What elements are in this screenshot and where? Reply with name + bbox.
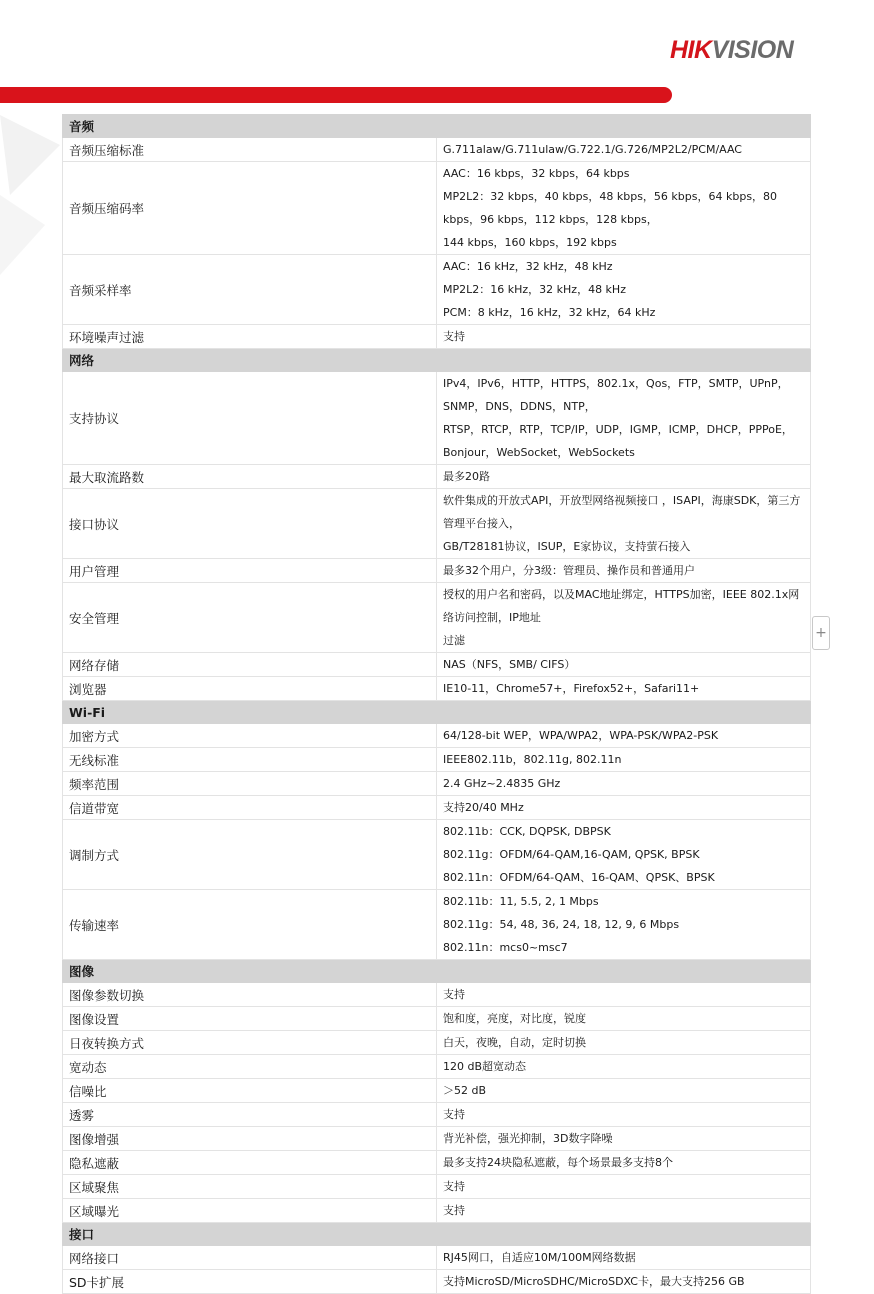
spec-label: 最大取流路数 bbox=[63, 465, 437, 489]
spec-value bbox=[437, 465, 811, 489]
spec-value-line: 白天，夜晚，自动，定时切换 bbox=[443, 1036, 586, 1049]
spec-value bbox=[437, 772, 811, 796]
spec-value bbox=[437, 489, 811, 559]
spec-value-line: AAC：16 kHz，32 kHz，48 kHz bbox=[443, 260, 613, 273]
spec-value-line: 802.11n：mcs0~msc7 bbox=[443, 941, 568, 954]
spec-value-line: RJ45网口，自适应10M/100M网络数据 bbox=[443, 1251, 636, 1264]
spec-value bbox=[437, 372, 811, 465]
spec-row bbox=[63, 1079, 811, 1103]
spec-value-line: 802.11b：11, 5.5, 2, 1 Mbps bbox=[443, 895, 599, 908]
spec-value-line: 软件集成的开放式API，开放型网络视频接口 ，ISAPI，海康SDK，第三方管理平台接入， bbox=[443, 494, 801, 530]
spec-row bbox=[63, 1055, 811, 1079]
spec-value bbox=[437, 138, 811, 162]
spec-value bbox=[437, 162, 811, 255]
spec-value-line: 授权的用户名和密码，以及MAC地址绑定，HTTPS加密，IEEE 802.1x网络访问控制，IP地址 bbox=[443, 588, 800, 624]
spec-value-line: 背光补偿，强光抑制，3D数字降噪 bbox=[443, 1132, 613, 1145]
spec-label: 网络存储 bbox=[63, 653, 437, 677]
spec-value-line: IE10-11，Chrome57+，Firefox52+，Safari11+ bbox=[443, 682, 700, 695]
spec-row bbox=[63, 983, 811, 1007]
spec-label: 日夜转换方式 bbox=[63, 1031, 437, 1055]
spec-row bbox=[63, 724, 811, 748]
spec-label: 图像增强 bbox=[63, 1127, 437, 1151]
spec-value-line: GB/T28181协议，ISUP，E家协议，支持萤石接入 bbox=[443, 540, 691, 553]
spec-value-line: 最多20路 bbox=[443, 470, 490, 483]
spec-label: 加密方式 bbox=[63, 724, 437, 748]
spec-value bbox=[437, 1151, 811, 1175]
spec-value-line: AAC：16 kbps，32 kbps，64 kbps bbox=[443, 167, 630, 180]
spec-value-line: 最多32个用户，分3级：管理员、操作员和普通用户 bbox=[443, 564, 695, 577]
spec-row bbox=[63, 890, 811, 960]
spec-label: SD卡扩展 bbox=[63, 1270, 437, 1294]
spec-value-line: RTSP，RTCP，RTP，TCP/IP，UDP，IGMP，ICMP，DHCP，PPPoE，Bonjour，WebSocket，WebSockets bbox=[443, 423, 793, 459]
spec-row bbox=[63, 162, 811, 255]
spec-value bbox=[437, 820, 811, 890]
spec-value-line: 802.11b：CCK, DQPSK, DBPSK bbox=[443, 825, 611, 838]
spec-row bbox=[63, 138, 811, 162]
section-header bbox=[63, 701, 811, 724]
expand-button[interactable]: + bbox=[812, 616, 830, 650]
spec-row bbox=[63, 372, 811, 465]
spec-value bbox=[437, 1031, 811, 1055]
spec-value-line: IEEE802.11b，802.11g, 802.11n bbox=[443, 753, 622, 766]
section-header bbox=[63, 349, 811, 372]
spec-row bbox=[63, 325, 811, 349]
spec-label: 传输速率 bbox=[63, 890, 437, 960]
spec-label: 调制方式 bbox=[63, 820, 437, 890]
hikvision-logo: HIKVISION bbox=[670, 36, 794, 64]
spec-value-line: 802.11n：OFDM/64-QAM、16-QAM、QPSK、BPSK bbox=[443, 871, 715, 884]
section-title: 网络 bbox=[63, 349, 811, 372]
spec-row bbox=[63, 583, 811, 653]
decorative-watermark bbox=[0, 105, 70, 285]
spec-value bbox=[437, 653, 811, 677]
spec-row bbox=[63, 465, 811, 489]
spec-value bbox=[437, 677, 811, 701]
spec-row bbox=[63, 489, 811, 559]
spec-label: 区域曝光 bbox=[63, 1199, 437, 1223]
spec-value-line: MP2L2：32 kbps，40 kbps，48 kbps，56 kbps，64 kbps，80 kbps，96 kbps，112 kbps，128 kbps， bbox=[443, 190, 778, 226]
spec-label: 音频压缩标准 bbox=[63, 138, 437, 162]
spec-value bbox=[437, 983, 811, 1007]
spec-value-line: 120 dB超宽动态 bbox=[443, 1060, 527, 1073]
spec-label: 图像设置 bbox=[63, 1007, 437, 1031]
spec-value-line: 802.11g：54, 48, 36, 24, 18, 12, 9, 6 Mbps bbox=[443, 918, 680, 931]
section-title: 接口 bbox=[63, 1223, 811, 1246]
spec-value bbox=[437, 1246, 811, 1270]
spec-value bbox=[437, 1055, 811, 1079]
spec-value bbox=[437, 1007, 811, 1031]
spec-value-line: IPv4，IPv6，HTTP，HTTPS，802.1x，Qos，FTP，SMTP，UPnP，SNMP，DNS，DDNS，NTP， bbox=[443, 377, 789, 413]
spec-label: 图像参数切换 bbox=[63, 983, 437, 1007]
spec-value-line: 饱和度，亮度，对比度，锐度 bbox=[443, 1012, 586, 1025]
spec-value bbox=[437, 890, 811, 960]
spec-row bbox=[63, 255, 811, 325]
spec-label: 频率范围 bbox=[63, 772, 437, 796]
spec-label: 区域聚焦 bbox=[63, 1175, 437, 1199]
spec-value bbox=[437, 1175, 811, 1199]
spec-row bbox=[63, 1270, 811, 1294]
spec-value-line: NAS（NFS，SMB/ CIFS） bbox=[443, 658, 576, 671]
spec-label: 接口协议 bbox=[63, 489, 437, 559]
section-header bbox=[63, 960, 811, 983]
spec-value-line: 支持 bbox=[443, 1180, 465, 1193]
spec-value bbox=[437, 583, 811, 653]
spec-row bbox=[63, 1199, 811, 1223]
spec-row bbox=[63, 1246, 811, 1270]
spec-value-line: 最多支持24块隐私遮蔽，每个场景最多支持8个 bbox=[443, 1156, 673, 1169]
spec-value-line: 过滤 bbox=[443, 634, 465, 647]
spec-label: 透雾 bbox=[63, 1103, 437, 1127]
spec-value bbox=[437, 748, 811, 772]
spec-value-line: 64/128-bit WEP，WPA/WPA2，WPA-PSK/WPA2-PSK bbox=[443, 729, 719, 742]
section-header bbox=[63, 1223, 811, 1246]
spec-label: 宽动态 bbox=[63, 1055, 437, 1079]
spec-row bbox=[63, 653, 811, 677]
spec-value bbox=[437, 796, 811, 820]
spec-label: 支持协议 bbox=[63, 372, 437, 465]
spec-value bbox=[437, 559, 811, 583]
spec-value-line: 144 kbps，160 kbps，192 kbps bbox=[443, 236, 617, 249]
spec-value-line: 支持 bbox=[443, 1108, 465, 1121]
spec-label: 隐私遮蔽 bbox=[63, 1151, 437, 1175]
spec-row bbox=[63, 772, 811, 796]
spec-row bbox=[63, 748, 811, 772]
spec-value-line: PCM：8 kHz，16 kHz，32 kHz，64 kHz bbox=[443, 306, 656, 319]
spec-label: 音频采样率 bbox=[63, 255, 437, 325]
spec-table bbox=[62, 114, 811, 1294]
spec-value-line: 支持MicroSD/MicroSDHC/MicroSDXC卡，最大支持256 GB bbox=[443, 1275, 745, 1288]
spec-label: 环境噪声过滤 bbox=[63, 325, 437, 349]
section-header bbox=[63, 115, 811, 138]
spec-label: 安全管理 bbox=[63, 583, 437, 653]
spec-value bbox=[437, 325, 811, 349]
spec-label: 信道带宽 bbox=[63, 796, 437, 820]
section-title: 音频 bbox=[63, 115, 811, 138]
spec-row bbox=[63, 796, 811, 820]
spec-value bbox=[437, 1079, 811, 1103]
spec-row bbox=[63, 1151, 811, 1175]
spec-value bbox=[437, 724, 811, 748]
spec-value bbox=[437, 1103, 811, 1127]
spec-row bbox=[63, 677, 811, 701]
spec-row bbox=[63, 820, 811, 890]
spec-value-line: 支持 bbox=[443, 988, 465, 1001]
spec-value bbox=[437, 1270, 811, 1294]
spec-value-line: MP2L2：16 kHz，32 kHz，48 kHz bbox=[443, 283, 626, 296]
section-title: 图像 bbox=[63, 960, 811, 983]
spec-label: 无线标准 bbox=[63, 748, 437, 772]
header-red-bar bbox=[0, 87, 672, 103]
spec-value-line: 支持20/40 MHz bbox=[443, 801, 524, 814]
spec-label: 信噪比 bbox=[63, 1079, 437, 1103]
spec-value-line: 2.4 GHz~2.4835 GHz bbox=[443, 777, 561, 790]
spec-row bbox=[63, 1031, 811, 1055]
spec-value bbox=[437, 1127, 811, 1151]
spec-label: 网络接口 bbox=[63, 1246, 437, 1270]
spec-row bbox=[63, 1103, 811, 1127]
section-title: Wi-Fi bbox=[63, 701, 811, 724]
spec-value bbox=[437, 255, 811, 325]
spec-label: 用户管理 bbox=[63, 559, 437, 583]
spec-value bbox=[437, 1199, 811, 1223]
spec-row bbox=[63, 559, 811, 583]
spec-value-line: G.711alaw/G.711ulaw/G.722.1/G.726/MP2L2/PCM/AAC bbox=[443, 143, 742, 156]
spec-row bbox=[63, 1127, 811, 1151]
spec-label: 浏览器 bbox=[63, 677, 437, 701]
spec-label: 音频压缩码率 bbox=[63, 162, 437, 255]
spec-row bbox=[63, 1175, 811, 1199]
spec-value-line: 支持 bbox=[443, 1204, 465, 1217]
spec-value-line: 支持 bbox=[443, 330, 465, 343]
spec-value-line: ＞52 dB bbox=[443, 1084, 487, 1097]
spec-row bbox=[63, 1007, 811, 1031]
spec-value-line: 802.11g：OFDM/64-QAM,16-QAM, QPSK, BPSK bbox=[443, 848, 700, 861]
